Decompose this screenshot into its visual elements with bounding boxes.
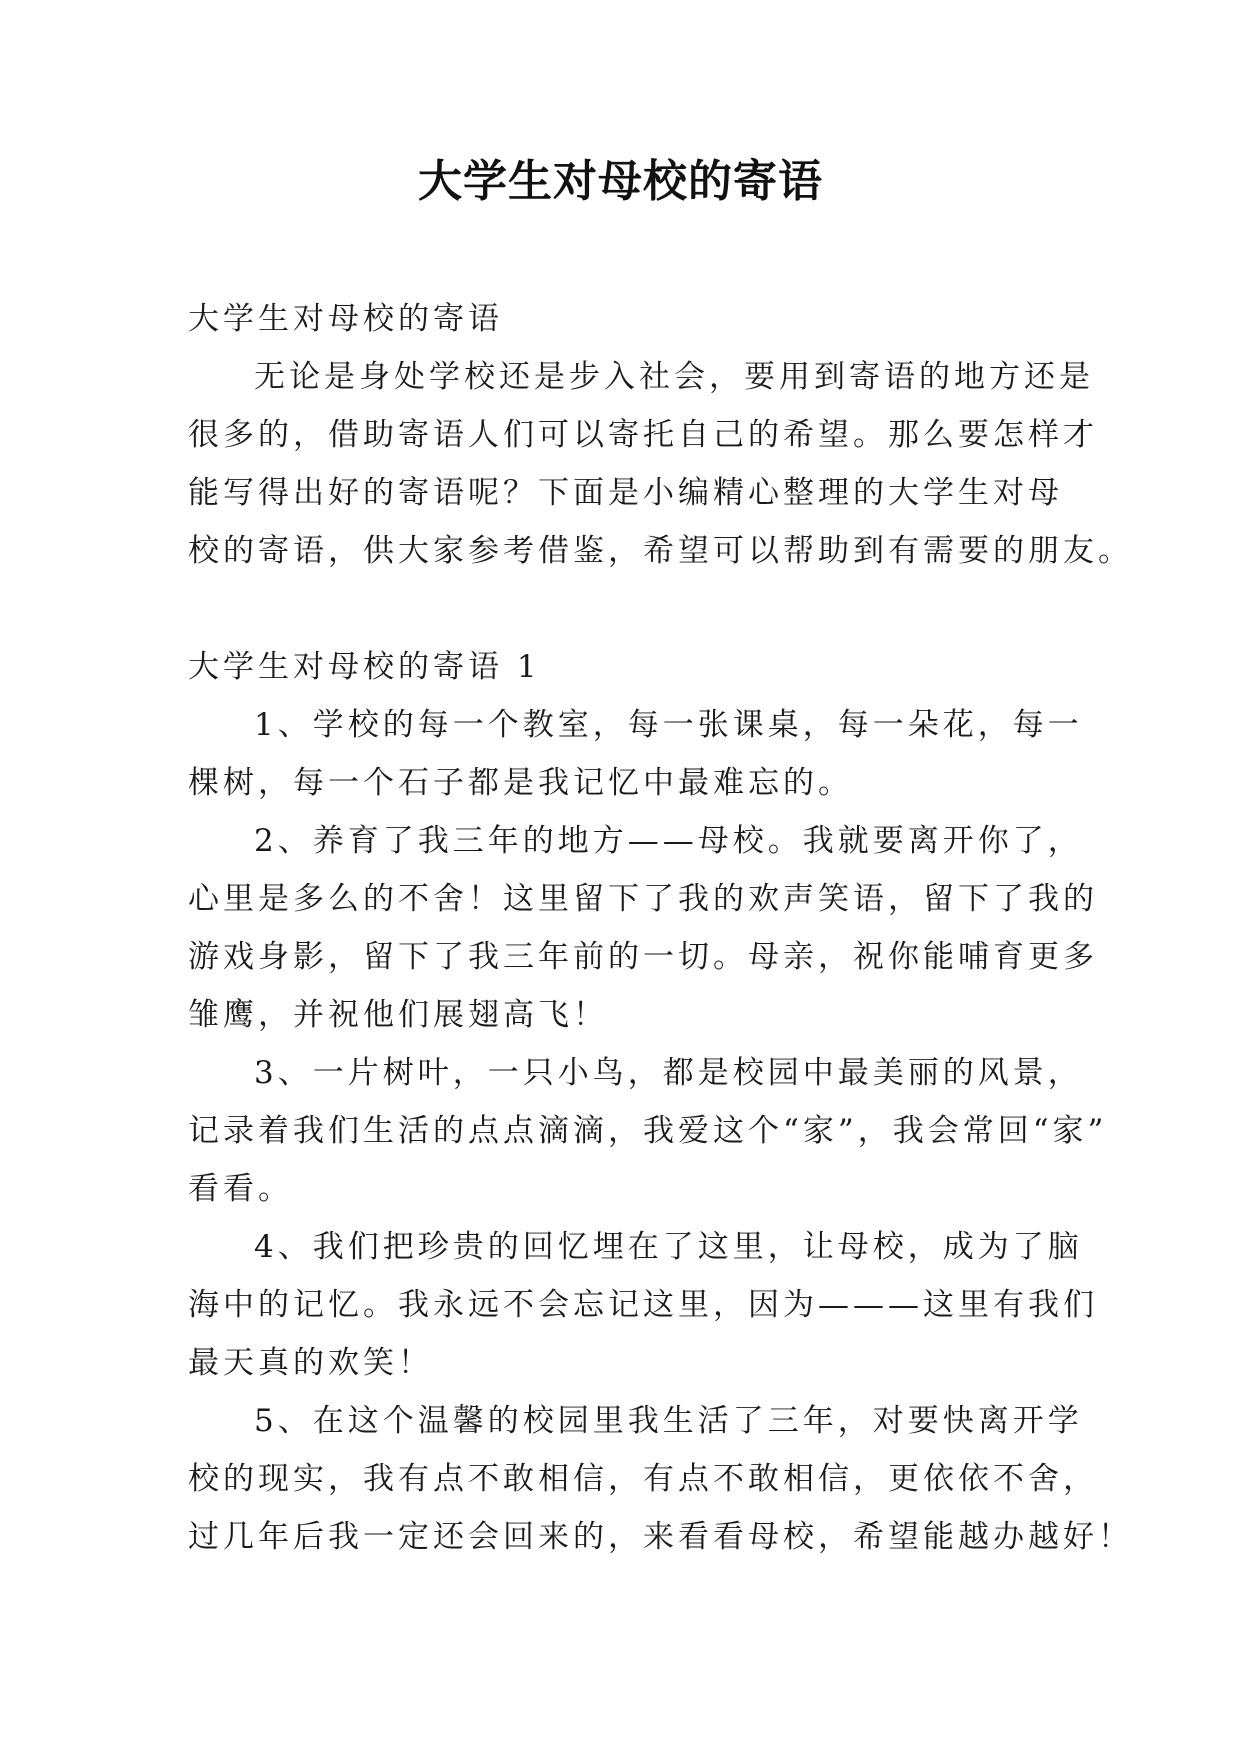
paragraph-line: 能写得出好的寄语呢？下面是小编精心整理的大学生对母 — [188, 475, 1063, 511]
paragraph-line: 最天真的欢笑！ — [188, 1345, 433, 1381]
section-heading: 大学生对母校的寄语 1 — [188, 649, 541, 685]
document-title: 大学生对母校的寄语 — [418, 156, 823, 207]
paragraph-line: 雏鹰，并祝他们展翅高飞！ — [188, 997, 608, 1033]
paragraph-line: 3、一片树叶，一只小鸟，都是校园中最美丽的风景， — [254, 1055, 1083, 1091]
paragraph-line: 2、养育了我三年的地方——母校。我就要离开你了， — [254, 823, 1083, 859]
paragraph-line: 5、在这个温馨的校园里我生活了三年，对要快离开学 — [254, 1403, 1083, 1439]
paragraph-line: 游戏身影，留下了我三年前的一切。母亲，祝你能哺育更多 — [188, 939, 1098, 975]
list-item-4 — [188, 1218, 1098, 1392]
intro-heading: 大学生对母校的寄语 — [188, 301, 503, 337]
paragraph-line: 1、学校的每一个教室，每一张课桌，每一朵花，每一 — [254, 707, 1083, 743]
list-item-5 — [188, 1392, 1133, 1566]
paragraph-line: 过几年后我一定还会回来的，来看看母校，希望能越办越好！ — [188, 1519, 1133, 1555]
list-item-3 — [188, 1044, 1108, 1218]
paragraph-line: 记录着我们生活的点点滴滴，我爱这个“家”，我会常回“家” — [188, 1113, 1108, 1149]
paragraph-line: 很多的，借助寄语人们可以寄托自己的希望。那么要怎样才 — [188, 417, 1098, 453]
section-spacer — [188, 580, 1056, 638]
paragraph-line: 校的寄语，供大家参考借鉴，希望可以帮助到有需要的朋友。 — [188, 533, 1133, 569]
list-item-1 — [188, 696, 1083, 812]
paragraph-line: 棵树，每一个石子都是我记忆中最难忘的。 — [188, 765, 853, 801]
list-item-2 — [188, 812, 1098, 1044]
paragraph-line: 校的现实，我有点不敢相信，有点不敢相信，更依依不舍， — [188, 1461, 1098, 1497]
paragraph-line: 海中的记忆。我永远不会忘记这里，因为———这里有我们 — [188, 1287, 1098, 1323]
paragraph-line: 心里是多么的不舍！这里留下了我的欢声笑语，留下了我的 — [188, 881, 1098, 917]
paragraph-line: 看看。 — [188, 1171, 293, 1207]
document-body — [188, 290, 1133, 1566]
intro-paragraph — [188, 348, 1133, 580]
paragraph-line: 4、我们把珍贵的回忆埋在了这里，让母校，成为了脑 — [254, 1229, 1083, 1265]
paragraph-line: 无论是身处学校还是步入社会，要用到寄语的地方还是 — [254, 359, 1094, 395]
